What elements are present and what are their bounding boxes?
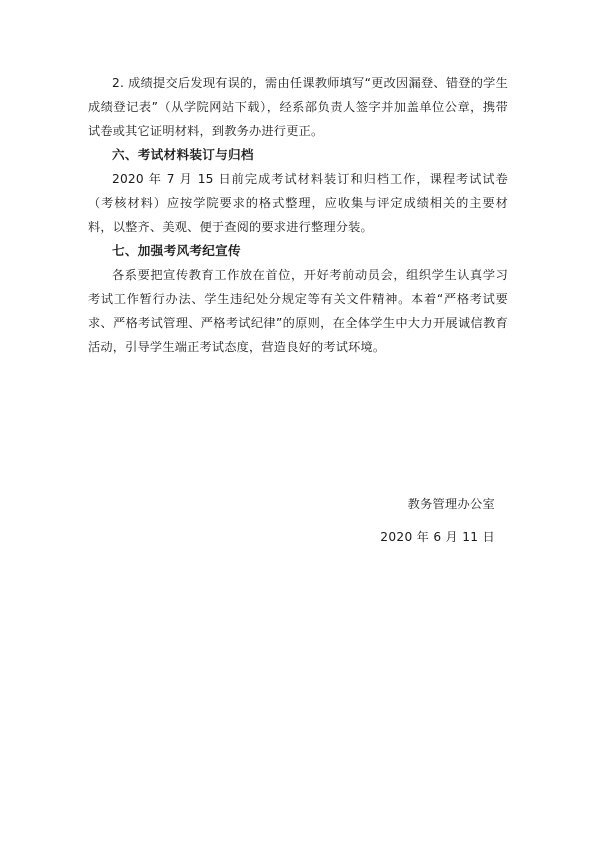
- paragraph-grade-correction: 2. 成绩提交后发现有误的，需由任课教师填写“更改因漏登、错登的学生成绩登记表”（从学院网站下载），经系部负责人签字并加盖单位公章，携带试卷或其它证明材料，到教务办进行更正。: [88, 76, 508, 138]
- section-heading-exam-discipline: 七、加强考风考纪宣传: [112, 243, 241, 258]
- section-heading-binding-archiving: 六、考试材料装订与归档: [112, 147, 254, 162]
- paragraph-exam-discipline: 各系要把宣传教育工作放在首位，开好考前动员会，组织学生认真学习考试工作暂行办法、学生违纪处分规定等有关文件精神。本着“严格考试要求、严格考试管理、严格考试纪律”的原则，在全体学生中大力开展诚信教育活动，引导学生端正考试态度，营造良好的考试环境。: [88, 268, 508, 354]
- paragraph-binding-archiving: 2020 年 7 月 15 日前完成考试材料装订和归档工作，课程考试试卷（考核材料）应按学院要求的格式整理，应收集与评定成绩相关的主要材料，以整齐、美观、便于查阅的要求进行整理分装。: [88, 172, 508, 234]
- signature-date: 2020 年 6 月 11 日: [380, 530, 495, 544]
- signature-block: [380, 488, 495, 554]
- document-body: [88, 71, 508, 359]
- signature-office: 教务管理办公室: [407, 497, 495, 511]
